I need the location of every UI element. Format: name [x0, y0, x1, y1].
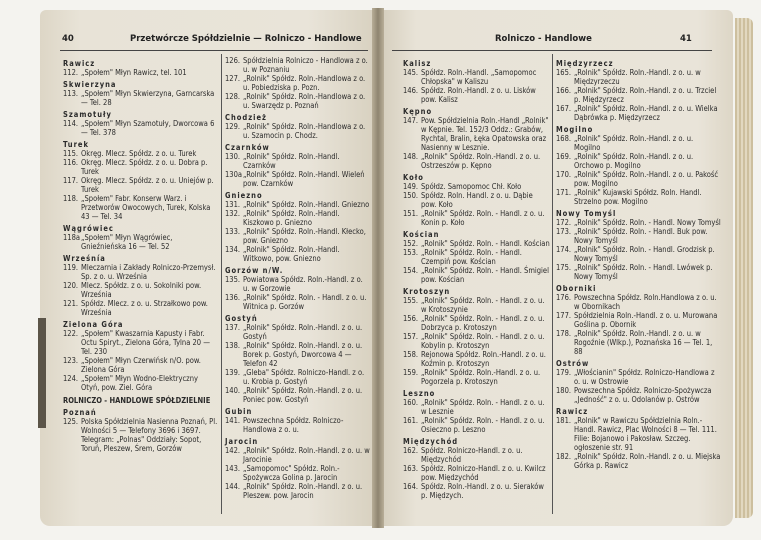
entry-text: Rejonowa Spółdz. Roln.-Handl. z o. u. Koźmin p. Krotoszyn: [421, 350, 546, 368]
entry-number: 140.: [225, 386, 241, 395]
list-entry: [403, 68, 550, 86]
left-column-2: [225, 56, 370, 500]
entry-text: „Rolnik" Spółdz. Roln.-Handlowa z o. u. Szamocin p. Chodz.: [243, 122, 366, 140]
entry-number: 133.: [225, 227, 241, 236]
entry-number: 143.: [225, 464, 241, 473]
entry-number: 152.: [403, 239, 419, 248]
list-entry: [225, 227, 370, 245]
list-entry: [63, 263, 218, 281]
section-heading: Gorzów n/W.: [225, 266, 284, 275]
entry-text: „Społem" Młyn Wodno-Elektryczny Otyń, pow. Ziel. Góra: [81, 374, 198, 392]
section-heading: Wągrówiec: [63, 224, 114, 233]
list-entry: [225, 416, 370, 434]
entry-number: 127.: [225, 74, 241, 83]
entry-number: 177.: [556, 311, 572, 320]
entry-number: 163.: [403, 464, 419, 473]
entry-number: 135.: [225, 275, 241, 284]
entry-number: 161.: [403, 416, 419, 425]
category-heading: ROLNICZO - HANDLOWE SPÓŁDZIELNIE: [63, 396, 211, 405]
list-entry: [63, 149, 218, 158]
entry-text: Okręg. Mlecz. Spółdz. z o. u. Uniejów p. Turek: [81, 176, 214, 194]
entry-text: Pow. Spółdzielnia Roln.-Handl „Rolnik" w Kępnie. Tel. 152/3 Oddz.: Grabów, Rychtal, Bralin, Łęka Opatowska oraz Nasienny w Lesznie.: [421, 116, 549, 152]
section-heading: Międzychód: [403, 437, 459, 446]
list-entry: [556, 245, 721, 263]
entry-number: 169.: [556, 152, 572, 161]
entry-number: 148.: [403, 152, 419, 161]
entry-number: 124.: [63, 374, 79, 383]
list-entry: [403, 152, 550, 170]
section-heading: Czarnków: [225, 143, 270, 152]
list-entry: [403, 266, 550, 284]
list-entry: [403, 209, 550, 227]
section-heading: Gubin: [225, 407, 253, 416]
entry-text: „Społem" Młyn Rawicz, tel. 101: [81, 68, 187, 77]
entry-text: „Rolnik" Spółdz. Roln.-Handl. z o. u. Orchowo p. Mogilno: [574, 152, 694, 170]
list-entry: [403, 368, 550, 386]
list-entry: [63, 356, 218, 374]
section-heading: Jarocin: [225, 437, 259, 446]
list-entry: [225, 152, 370, 170]
list-entry: [403, 296, 550, 314]
entry-number: 139.: [225, 368, 241, 377]
list-entry: [556, 263, 721, 281]
list-entry: [403, 248, 550, 266]
list-entry: [225, 92, 370, 110]
section-heading: Nowy Tomyśl: [556, 209, 617, 218]
entry-text: „Rolnik" Spółdz. Roln.-Handl. z o. u. Mogilno: [574, 134, 694, 152]
list-entry: [63, 281, 218, 299]
list-entry: [556, 218, 721, 227]
entry-number: 151.: [403, 209, 419, 218]
entry-text: „Rolnik" Spółdz. Roln. - Handl. z o. u. Dobrzyca p. Krotoszyn: [421, 314, 545, 332]
entry-number: 137.: [225, 323, 241, 332]
entry-text: „Rolnik" Spółdz. Roln.-Handl. z o. u. Ostrzeszów p. Kępno: [421, 152, 541, 170]
entry-number: 165.: [556, 68, 572, 77]
section-heading: Mogilno: [556, 125, 594, 134]
right-page-number: 41: [680, 34, 692, 44]
entry-text: „Rolnik" Spółdz. Roln.-Handl. z o. u. Miejska Górka p. Rawicz: [574, 452, 721, 470]
entry-text: „Rolnik" Spółdz. Roln.-Handl. z o. u. Borek p. Gostyń, Dworcowa 4 — Telefon 42: [243, 341, 363, 368]
list-entry: [63, 233, 218, 251]
entry-text: Spółdz. Rolniczo-Handl. z o. u. Międzychód: [421, 446, 523, 464]
list-entry: [63, 417, 218, 453]
list-entry: [403, 482, 550, 500]
entry-number: 170.: [556, 170, 572, 179]
entry-number: 150.: [403, 191, 419, 200]
entry-number: 123.: [63, 356, 79, 365]
entry-number: 116.: [63, 158, 79, 167]
section-heading: Chodzież: [225, 113, 267, 122]
list-entry: [225, 341, 370, 368]
entry-text: „Rolnik" Spółdz. Roln. - Handl. z o. u. Witnica p. Gorzów: [243, 293, 367, 311]
list-entry: [225, 275, 370, 293]
entry-text: „Rolnik" Spółdz. Roln. - Handl. z o. u. Kobylin p. Krotoszyn: [421, 332, 545, 350]
entry-text: Powiatowa Spółdz. Roln.-Handl. z o. u. w Gorzowie: [243, 275, 363, 293]
section-heading: Gniezno: [225, 191, 263, 200]
entry-text: „Rolnik" Spółdz. Roln.-Handl. Wieleń pow. Czarnków: [243, 170, 365, 188]
entry-text: „Gleba" Spółdz. Rolniczo-Handl. z o. u. Krobia p. Gostyń: [243, 368, 365, 386]
right-column-1: [403, 56, 550, 500]
list-entry: [225, 122, 370, 140]
entry-number: 145.: [403, 68, 419, 77]
list-entry: [63, 158, 218, 176]
entry-text: „Rolnik" w Rawiczu Spółdzielnia Roln.-Handl. Rawicz, Plac Wolności 8 — Tel. 111. Filie: Bojanowo i Pakosław. Szczeg. ogłoszenie str. 91: [574, 416, 717, 452]
entry-text: Mlecz. Spółdz. z o. u. Sokolniki pow. Września: [81, 281, 202, 299]
entry-number: 167.: [556, 104, 572, 113]
entry-text: „Rolnik" Spółdz. Roln. - Handl. Czempiń pow. Kościan: [421, 248, 522, 266]
entry-text: „Społem" Młyn Skwierzyna, Garncarska — Tel. 28: [81, 89, 215, 107]
entry-number: 138.: [225, 341, 241, 350]
list-entry: [556, 329, 721, 356]
entry-text: „Rolnik" Spółdz. Roln. - Handl. z o. u. w Krotoszynie: [421, 296, 545, 314]
entry-text: Mleczarnia i Zakłady Rolniczo-Przemysł. Sp. z o. u. Września: [81, 263, 216, 281]
entry-text: „Rolnik" Spółdz. Roln.-Handl. z o. u. w Jarocinie: [243, 446, 370, 464]
entry-number: 171.: [556, 188, 572, 197]
entry-text: Powszechna Spółdz. Rolniczo-Handlowa z o. u.: [243, 416, 344, 434]
section-heading: Gostyń: [225, 314, 258, 323]
list-entry: [225, 464, 370, 482]
list-entry: [225, 368, 370, 386]
book-gutter: [372, 8, 384, 528]
section-heading: Kościan: [403, 230, 440, 239]
section-heading: Międzyrzecz: [556, 59, 614, 68]
list-entry: [225, 323, 370, 341]
list-entry: [556, 452, 721, 470]
page-edges: [735, 18, 753, 518]
entry-number: 112.: [63, 68, 79, 77]
entry-number: 134.: [225, 245, 241, 254]
section-heading: Koło: [403, 173, 424, 182]
entry-text: Spółdz. Roln.-Handl. „Samopomoc Chłopska" w Kaliszu: [421, 68, 537, 86]
entry-number: 178.: [556, 329, 572, 338]
list-entry: [63, 329, 218, 356]
entry-text: „Rolnik" Spółdz. Roln.-Handl. Witkowo, pow. Gniezno: [243, 245, 340, 263]
section-heading: Szamotuły: [63, 110, 112, 119]
list-entry: [403, 446, 550, 464]
entry-number: 175.: [556, 263, 572, 272]
entry-text: Spółdz. Roln. Handl. z o. u. Dąbie pow. Koło: [421, 191, 533, 209]
entry-text: „Rolnik" Spółdz. Roln. - Handl. z o. u. Osieczno p. Leszno: [421, 416, 545, 434]
entry-number: 182.: [556, 452, 572, 461]
left-header-rule: [60, 50, 368, 51]
left-page-number: 40: [62, 34, 74, 44]
entry-text: „Rolnik" Spółdz. Roln.-Handl. z o. u. w Międzyrzeczu: [574, 68, 701, 86]
entry-number: 118.: [63, 194, 79, 203]
list-entry: [63, 68, 218, 77]
entry-text: „Samopomoc" Spółdz. Roln.-Spożywcza Golina p. Jarocin: [243, 464, 340, 482]
section-heading: Poznań: [63, 408, 97, 417]
entry-text: „Społem" Młyn Szamotuły, Dworcowa 6 — Tel. 378: [81, 119, 215, 137]
entry-text: „Społem" Kwaszarnia Kapusty i Fabr. Octu Spiryt., Zielona Góra, Tylna 20 — Tel. 230: [81, 329, 210, 356]
entry-text: „Rolnik" Spółdz. Roln. - Handl. Buk pow. Nowy Tomyśl: [574, 227, 708, 245]
binding-tab: [38, 318, 46, 428]
right-column-2: [556, 56, 721, 470]
list-entry: [556, 152, 721, 170]
entry-text: „Rolnik" Spółdz. Roln.-Handl. z o. u. Pakość pow. Mogilno: [574, 170, 719, 188]
entry-text: „Rolnik" Spółdz. Roln.-Handl. z o. u. Pleszew. pow. Jarocin: [243, 482, 363, 500]
entry-number: 149.: [403, 182, 419, 191]
list-entry: [225, 446, 370, 464]
section-heading: Zielona Góra: [63, 320, 124, 329]
entry-number: 180.: [556, 386, 572, 395]
entry-text: „Rolnik" Spółdz. Roln. - Handl. Nowy Tomyśl: [574, 218, 721, 227]
list-entry: [63, 374, 218, 392]
entry-number: 118a: [63, 233, 81, 242]
entry-text: „Rolnik" Spółdz. Roln.-Handlowa z o. u. Swarzędz p. Poznań: [243, 92, 366, 110]
section-heading: Rawicz: [63, 59, 96, 68]
entry-number: 131.: [225, 200, 241, 209]
list-entry: [403, 332, 550, 350]
list-entry: [63, 119, 218, 137]
entry-text: Powszechna Spółdz. Rolniczo-Spożywcza „Jedność" z o. u. Odolanów p. Ostrów: [574, 386, 712, 404]
entry-text: „Rolnik" Spółdz. Roln.-Handl. z o. u. w Rogoźnie (Wlkp.), Poznańska 16 — Tel. 1, 88: [574, 329, 713, 356]
entry-number: 154.: [403, 266, 419, 275]
list-entry: [556, 227, 721, 245]
entry-number: 114.: [63, 119, 79, 128]
list-entry: [225, 209, 370, 227]
list-entry: [63, 176, 218, 194]
entry-number: 129.: [225, 122, 241, 131]
entry-number: 147.: [403, 116, 419, 125]
entry-number: 159.: [403, 368, 419, 377]
entry-text: Spółdzielnia Roln.-Handl. z o. u. Murowana Goślina p. Obornik: [574, 311, 718, 329]
entry-text: Spółdz. Roln.-Handl. z o. u. Sieraków p. Międzych.: [421, 482, 544, 500]
entry-number: 153.: [403, 248, 419, 257]
list-entry: [225, 56, 370, 74]
list-entry: [556, 188, 721, 206]
entry-text: Polska Spółdzielnia Nasienna Poznań, Pl. Wolności 5 — Telefony 3696 i 3697. Telegram: „Polnas" Oddziały: Sopot, Toruń, Pleszew, Śrem, Gorzów: [81, 417, 218, 453]
list-entry: [556, 311, 721, 329]
entry-text: „Rolnik" Spółdz. Roln. - Handl. Śmigiel pow. Kościan: [421, 266, 549, 284]
entry-text: „Rolnik" Spółdz. Roln. - Handl. Lwówek p. Nowy Tomyśl: [574, 263, 713, 281]
right-running-header: Rolniczo - Handlowe: [495, 34, 592, 44]
list-entry: [403, 191, 550, 209]
section-heading: Kępno: [403, 107, 433, 116]
entry-text: „Rolnik" Spółdz. Roln.-Handl. Kłecko, pow. Gniezno: [243, 227, 366, 245]
entry-text: Spółdz. Rolniczo-Handl. z o. u. Kwilcz pow. Międzychód: [421, 464, 546, 482]
entry-text: „Rolnik" Spółdz. Roln.-Handl. z o. u. Gostyń: [243, 323, 363, 341]
left-column-divider: [221, 54, 222, 514]
list-entry: [403, 86, 550, 104]
section-heading: Wrześnía: [63, 254, 106, 263]
entry-number: 173.: [556, 227, 572, 236]
list-entry: [403, 116, 550, 152]
entry-number: 146.: [403, 86, 419, 95]
list-entry: [225, 386, 370, 404]
entry-number: 158.: [403, 350, 419, 359]
entry-text: „Rolnik" Spółdz. Roln.-Handl. z o. u. Wielka Dąbrówka p. Międzyrzecz: [574, 104, 718, 122]
list-entry: [225, 74, 370, 92]
entry-text: „Rolnik" Spółdz. Roln.-Handl. Kiszkowo p. Gniezno: [243, 209, 340, 227]
entry-number: 125.: [63, 417, 79, 426]
entry-text: Spółdzielnia Rolniczo - Handlowa z o. u. w Poznaniu: [243, 56, 368, 74]
list-entry: [556, 386, 721, 404]
list-entry: [63, 299, 218, 317]
entry-number: 160.: [403, 398, 419, 407]
entry-number: 113.: [63, 89, 79, 98]
list-entry: [556, 416, 721, 452]
entry-number: 168.: [556, 134, 572, 143]
section-heading: Turek: [63, 140, 89, 149]
list-entry: [556, 170, 721, 188]
section-heading: Leszno: [403, 389, 436, 398]
left-running-header: Przetwórcze Spółdzielnie — Rolniczo - Handlowe: [130, 34, 362, 44]
entry-number: 179.: [556, 368, 572, 377]
entry-number: 157.: [403, 332, 419, 341]
entry-text: Okręg. Mlecz. Spółdz. z o. u. Turek: [81, 149, 197, 158]
entry-number: 119.: [63, 263, 79, 272]
entry-text: Powszechna Spółdz. Roln.Handlowa z o. u. w Obornikach: [574, 293, 717, 311]
list-entry: [63, 194, 218, 221]
entry-text: „Rolnik" Spółdz. Roln. - Handl. z o. u. Konin p. Koło: [421, 209, 545, 227]
entry-text: „Społem" Młyn Wągrówiec, Gnieźnieńska 16 — Tel. 52: [81, 233, 173, 251]
entry-text: Spółdz. Roln.-Handl. z o. u. Lisków pow. Kalisz: [421, 86, 536, 104]
list-entry: [556, 368, 721, 386]
list-entry: [225, 200, 370, 209]
entry-number: 122.: [63, 329, 79, 338]
list-entry: [556, 104, 721, 122]
section-heading: Rawicz: [556, 407, 589, 416]
section-heading: Ostrów: [556, 359, 590, 368]
entry-text: „Rolnik" Spółdz. Roln.-Handl. Czarnków: [243, 152, 340, 170]
list-entry: [403, 239, 550, 248]
entry-number: 115.: [63, 149, 79, 158]
list-entry: [225, 245, 370, 263]
section-heading: Skwierzyna: [63, 80, 117, 89]
list-entry: [556, 293, 721, 311]
right-column-divider: [552, 54, 553, 514]
entry-number: 130a: [225, 170, 243, 179]
list-entry: [556, 86, 721, 104]
entry-number: 120.: [63, 281, 79, 290]
list-entry: [556, 68, 721, 86]
entry-text: „Rolnik" Spółdz. Roln. - Handl. Kościan: [421, 239, 550, 248]
list-entry: [225, 170, 370, 188]
entry-number: 128.: [225, 92, 241, 101]
entry-number: 142.: [225, 446, 241, 455]
entry-number: 126.: [225, 56, 241, 65]
entry-number: 172.: [556, 218, 572, 227]
list-entry: [225, 482, 370, 500]
entry-number: 166.: [556, 86, 572, 95]
entry-number: 132.: [225, 209, 241, 218]
entry-number: 155.: [403, 296, 419, 305]
entry-text: „Rolnik" Spółdz. Roln.-Handl. Gniezno: [243, 200, 370, 209]
list-entry: [403, 314, 550, 332]
entry-number: 164.: [403, 482, 419, 491]
list-entry: [403, 182, 550, 191]
entry-number: 162.: [403, 446, 419, 455]
entry-number: 121.: [63, 299, 79, 308]
entry-number: 136.: [225, 293, 241, 302]
section-heading: Kalisz: [403, 59, 432, 68]
entry-text: Okręg. Mlecz. Spółdz. z o. u. Dobra p. Turek: [81, 158, 208, 176]
entry-text: „Rolnik" Spółdz. Roln.-Handl. z o. u. Poniec pow. Gostyń: [243, 386, 363, 404]
entry-text: „Włościanin" Spółdz. Rolniczo-Handlowa z o. u. w Ostrowie: [574, 368, 715, 386]
entry-text: „Rolnik" Spółdz. Roln.-Handlowa z o. u. Pobiedziska p. Pozn.: [243, 74, 366, 92]
section-heading: Oborniki: [556, 284, 597, 293]
entry-number: 130.: [225, 152, 241, 161]
entry-text: „Społem" Fabr. Konserw Warz. i Przetworów Owocowych, Turek, Kolska 43 — Tel. 34: [81, 194, 211, 221]
entry-number: 156.: [403, 314, 419, 323]
list-entry: [403, 350, 550, 368]
entry-number: 174.: [556, 245, 572, 254]
entry-text: „Rolnik" Spółdz. Roln. - Handl. Grodzisk p. Nowy Tomyśl: [574, 245, 715, 263]
entry-number: 117.: [63, 176, 79, 185]
list-entry: [403, 416, 550, 434]
entry-number: 141.: [225, 416, 241, 425]
entry-number: 181.: [556, 416, 572, 425]
entry-text: „Rolnik" Spółdz. Roln.-Handl. z o. u. Trzciel p. Międzyrzecz: [574, 86, 717, 104]
entry-number: 176.: [556, 293, 572, 302]
entry-number: 144.: [225, 482, 241, 491]
left-column-1: [63, 56, 218, 453]
entry-text: „Społem" Młyn Czerwińsk n/O. pow. Zielona Góra: [81, 356, 201, 374]
list-entry: [225, 293, 370, 311]
entry-text: „Rolnik" Spółdz. Roln.-Handl. z o. u. Pogorzela p. Krotoszyn: [421, 368, 541, 386]
list-entry: [556, 134, 721, 152]
list-entry: [403, 398, 550, 416]
entry-text: „Rolnik" Spółdz. Roln. - Handl. z o. u. w Lesznie: [421, 398, 545, 416]
entry-text: „Rolnik" Kujawski Spółdz. Roln. Handl. Strzelno pow. Mogilno: [574, 188, 702, 206]
section-heading: Krotoszyn: [403, 287, 451, 296]
list-entry: [403, 464, 550, 482]
entry-text: Spółdz. Mlecz. z o. u. Strzałkowo pow. Września: [81, 299, 208, 317]
list-entry: [63, 89, 218, 107]
right-header-rule: [392, 50, 712, 51]
entry-text: Spółdz. Samopomoc Chł. Koło: [421, 182, 522, 191]
